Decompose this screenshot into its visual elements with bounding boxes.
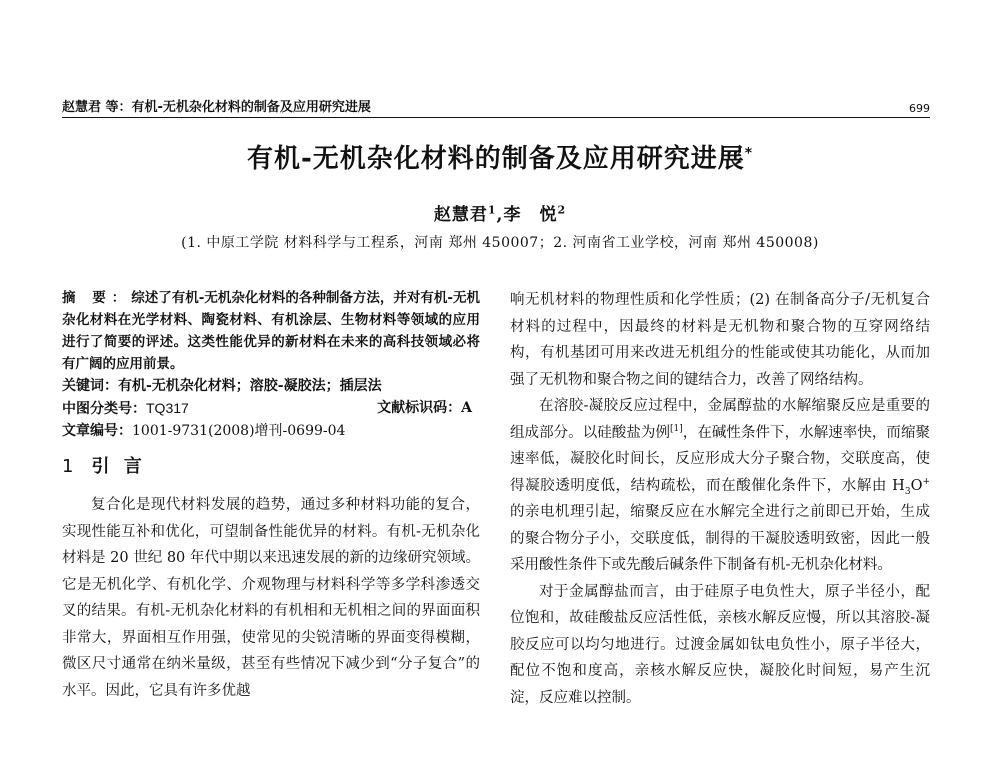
doc-code-value: A [461,400,472,416]
page-number: 699 [909,102,930,115]
p2-text-b: ，在碱性条件下，水解速率快，而缩聚速率低，凝胶化时间长，反应形成大分子聚合物，交联度高，使得凝胶透明度低，结构疏松，而在酸催化条件下，水解由 H [510,424,931,494]
p2-text-d: 的亲电机理引起，缩聚反应在水解完全进行之前即已开始，生成的聚合物分子小，交联度低，制得的干凝胶透明致密，因此一般采用酸性条件下或先酸后碱条件下制备有机-无机杂化材料。 [510,504,930,573]
abstract-text: 综述了有机-无机杂化材料的各种制备方法，并对有机-无机杂化材料在光学材料、陶瓷材料、有机涂层、生物材料等领域的应用进行了简要的评述。这类性能优异的新材料在未来的高科技领域必将有广阔的应用前景。 [62,290,480,372]
author-2-affil: 2 [557,203,567,217]
article-id-label: 文章编号： [62,423,132,439]
affiliation: (1. 中原工学院 材料科学与工程系，河南 郑州 450007；2. 河南省工业学校，河南 郑州 450008) [181,235,819,251]
p2-text-c: O [910,477,923,494]
right-paragraph-2 [510,393,930,579]
keywords-text: 有机-无机杂化材料；溶胶-凝胶法；插层法 [118,378,382,394]
running-title: 赵慧君 等：有机-无机杂化材料的制备及应用研究进展 [62,100,371,115]
article-id [62,420,480,442]
running-head [62,96,930,115]
abstract [62,287,480,375]
paper-title-text: 有机-无机杂化材料的制备及应用研究进展 [246,144,745,174]
section-number: 1 [62,456,78,477]
abstract-label: 摘 要： [62,290,132,306]
p2-superscript: + [922,476,930,487]
article-id-value: 1001-9731(2008)增刊-0699-04 [132,423,346,439]
section-heading [62,452,480,478]
header-rule [62,117,930,118]
keywords-label: 关键词： [62,378,118,394]
doc-code-label: 文献标识码： [377,400,462,416]
section-title: 引 言 [91,456,146,477]
right-column [510,287,930,711]
authors [0,200,1000,225]
author-separator: , [496,205,504,225]
title-footnote-mark: * [744,145,754,162]
classification [62,397,480,420]
doc-code [377,397,472,419]
author-1-affil: 1 [487,203,497,217]
p2-subscript: 3 [904,486,911,497]
intro-paragraph: 复合化是现代材料发展的趋势，通过多种材料功能的复合，实现性能互补和优化，可望制备性能优异的材料。有机-无机杂化材料是 20 世纪 80 年代中期以来迅速发展的新的边缘研究领域。它是无机化学、有机化学、介观物理与材料科学等多学科渗透交叉的结果。有机-无机杂化材料的有机相和无机相之间的界面面积非常大，界面相互作用强，使常见的尖锐清晰的界面变得模糊，微区尺寸通常在纳米量级，甚至有些情况下减少到“分子复合”的水平。因此，它具有许多优越 [62,497,480,699]
clc-value: TQ317 [146,400,189,416]
author-2: 李 悦 [503,205,558,225]
right-paragraph-1: 响无机材料的物理性质和化学性质；(2) 在制备高分子/无机复合材料的过程中，因最终的材料是无机物和聚合物的互穿网络结构，有机基团可用来改进无机组分的性能或使其功能化，从而加强了无机物和聚合物之间的键结合力，改善了网络结构。 [510,292,930,388]
left-column [62,287,480,704]
citation-ref: [1] [670,423,683,434]
p2-text-a: 在溶胶-凝胶反应过程中，金属醇盐的水解缩聚反应是重要的组成部分。以硅酸盐为例 [510,398,930,441]
paper-title [0,138,1000,175]
clc-label: 中图分类号： [62,401,146,417]
author-1: 赵慧君 [433,205,488,225]
keywords [62,375,480,397]
right-paragraph-3: 对于金属醇盐而言，由于硅原子电负性大，原子半径小，配位饱和，故硅酸盐反应活性低，亲核水解反应慢，所以其溶胶-凝胶反应可以均匀地进行。过渡金属如钛电负性小，原子半径大，配位不饱和度高，亲核水解反应快，凝胶化时间短，易产生沉淀，反应难以控制。 [510,583,930,706]
